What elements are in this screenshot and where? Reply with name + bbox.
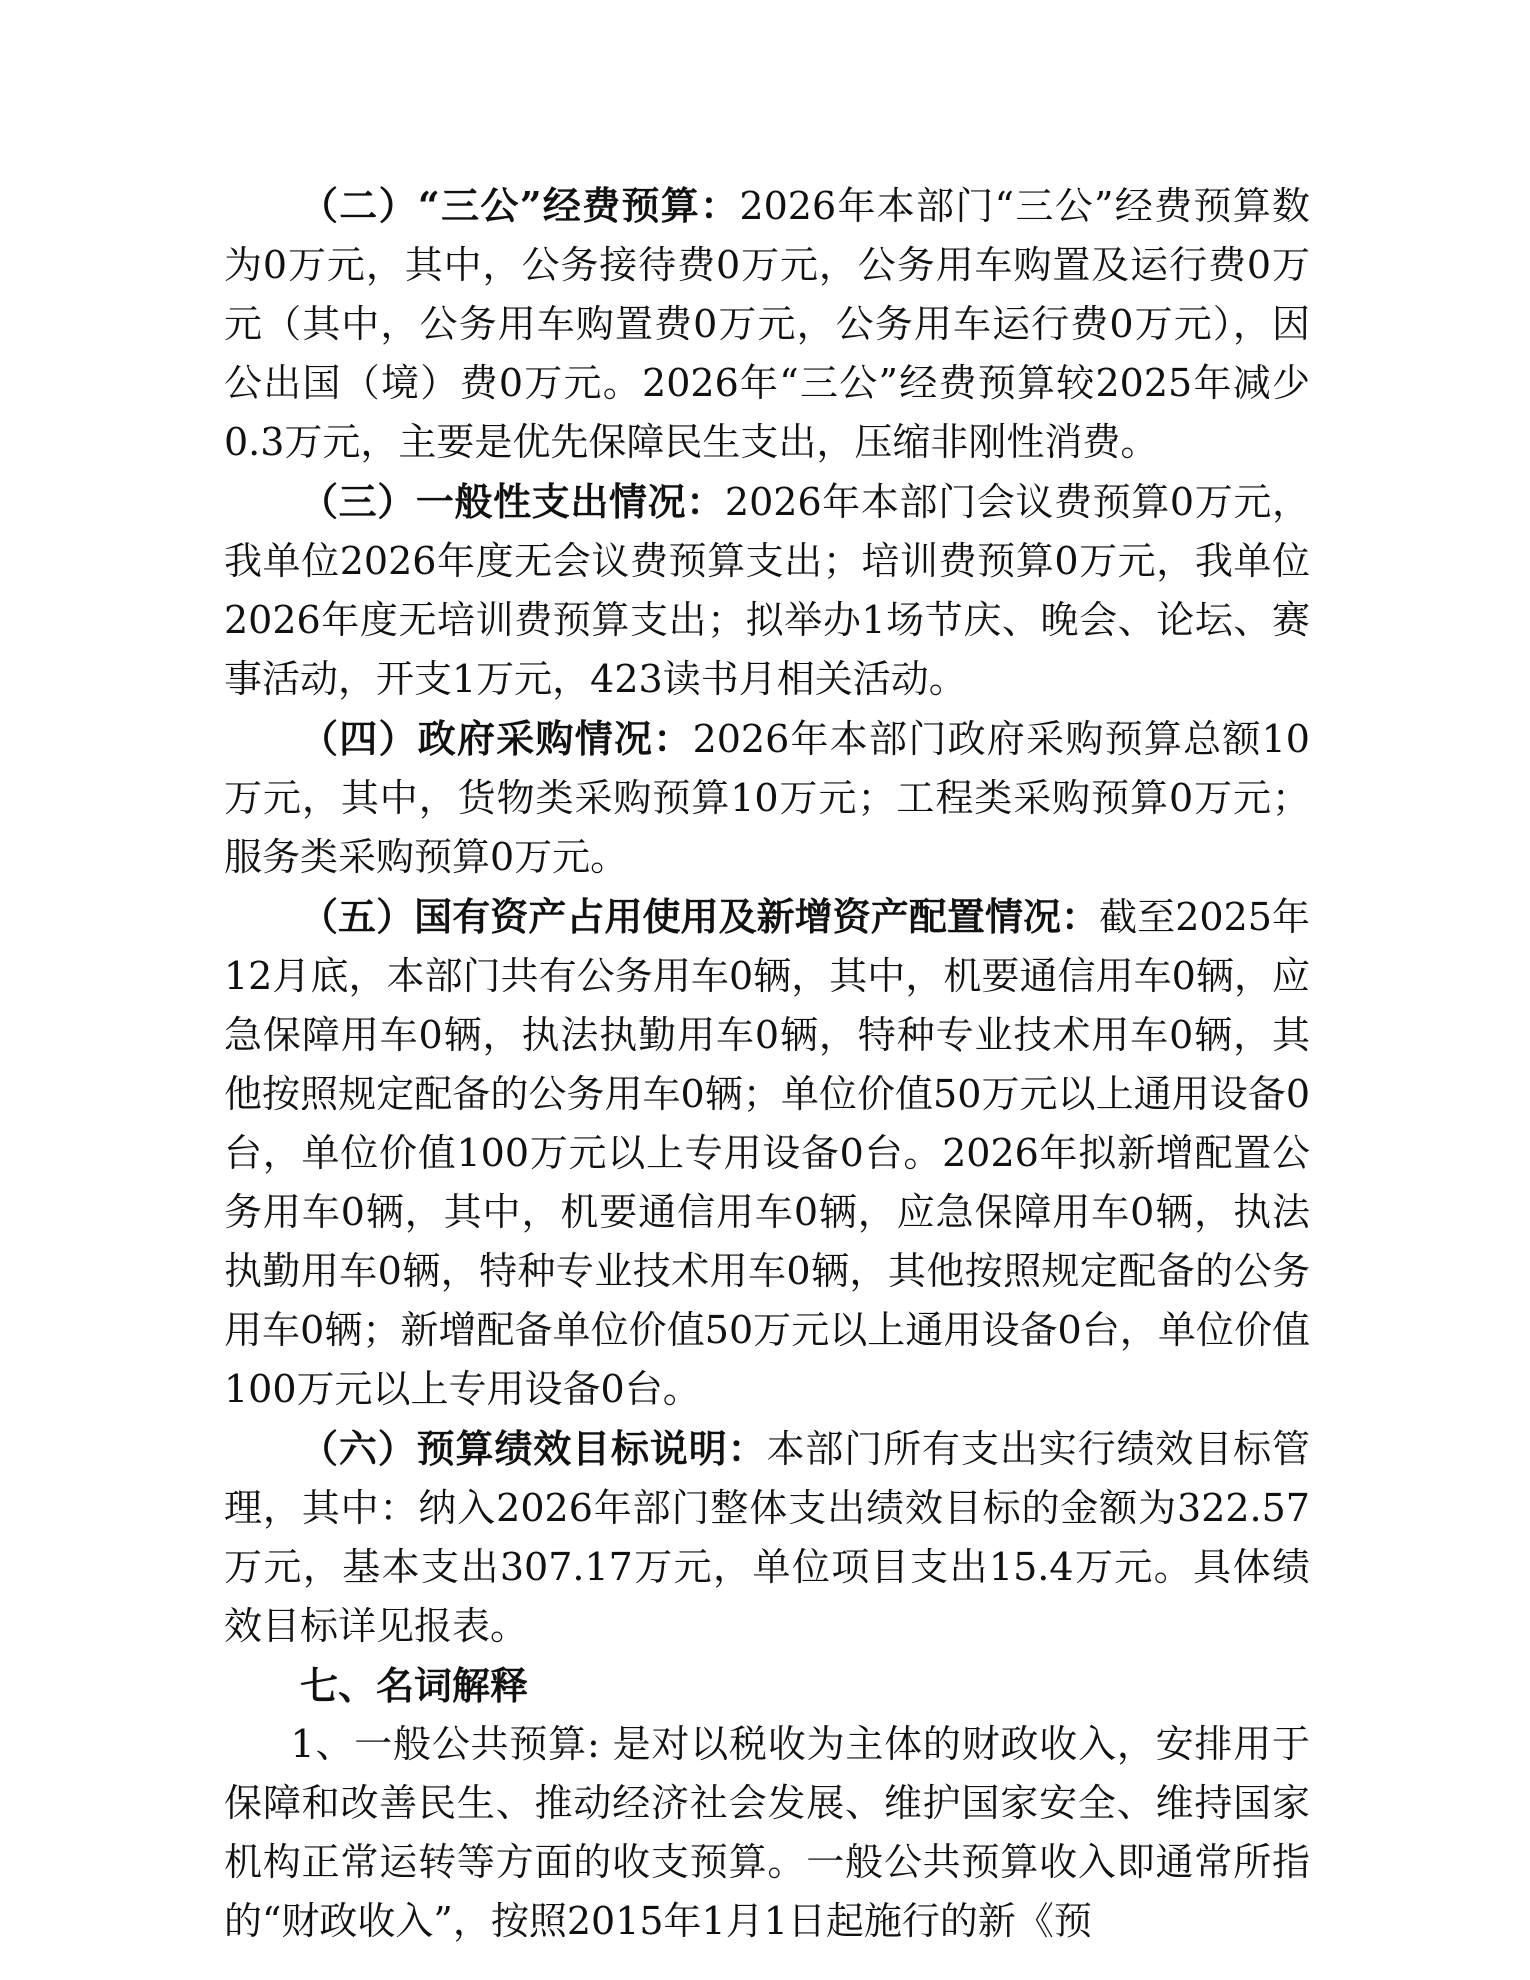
section-heading: （六）预算绩效目标说明： (300, 1426, 767, 1471)
glossary-term-general-public-budget: 1、一般公共预算: 是对以税收为主体的财政收入，安排用于保障和改善民生、推动经济社会发展、维护国家安全、维持国家机构正常运转等方面的收支预算。一般公共预算收入即通常所指的“财政收入”，按照2015年1月1日起施行的新《预 (224, 1722, 1310, 1943)
section-three-public-expenses (224, 176, 1310, 472)
section-state-assets (224, 887, 1310, 1419)
section-body: 截至2025年12月底，本部门共有公务用车0辆，其中，机要通信用车0辆，应急保障用车0辆，执法执勤用车0辆，特种专业技术用车0辆，其他按照规定配备的公务用车0辆；单位价值50万元以上通用设备0台，单位价值100万元以上专用设备0台。2026年拟新增配置公务用车0辆，其中，机要通信用车0辆，应急保障用车0辆，执法执勤用车0辆，特种专业技术用车0辆，其他按照规定配备的公务用车0辆；新增配备单位价值50万元以上通用设备0台，单位价值100万元以上专用设备0台。 (224, 895, 1310, 1411)
document-page (224, 176, 1310, 1951)
section-body: 2026年本部门会议费预算0万元，我单位2026年度无会议费预算支出；培训费预算0万元，我单位2026年度无培训费预算支出；拟举办1场节庆、晚会、论坛、赛事活动，开支1万元，423读书月相关活动。 (224, 480, 1310, 701)
section-body: 2026年本部门政府采购预算总额10万元，其中，货物类采购预算10万元；工程类采购预算0万元；服务类采购预算0万元。 (224, 717, 1310, 879)
section-government-procurement (224, 709, 1310, 887)
section-heading: （四）政府采购情况： (300, 716, 693, 761)
chapter-heading-glossary: 七、名词解释 (300, 1663, 529, 1708)
section-heading: （二）“三公”经费预算： (300, 183, 740, 228)
section-body: 本部门所有支出实行绩效目标管理，其中：纳入2026年部门整体支出绩效目标的金额为322.57万元，基本支出307.17万元，单位项目支出15.4万元。具体绩效目标详见报表。 (224, 1427, 1310, 1648)
section-heading: （三）一般性支出情况： (300, 479, 725, 524)
section-body: 2026年本部门“三公”经费预算数为0万元，其中，公务接待费0万元，公务用车购置及运行费0万元（其中，公务用车购置费0万元，公务用车运行费0万元），因公出国（境）费0万元。2026年“三公”经费预算较2025年减少0.3万元，主要是优先保障民生支出，压缩非刚性消费。 (224, 184, 1310, 464)
section-general-expenditure (224, 472, 1310, 709)
section-heading: （五）国有资产占用使用及新增资产配置情况： (300, 894, 1100, 939)
section-performance-targets (224, 1419, 1310, 1656)
